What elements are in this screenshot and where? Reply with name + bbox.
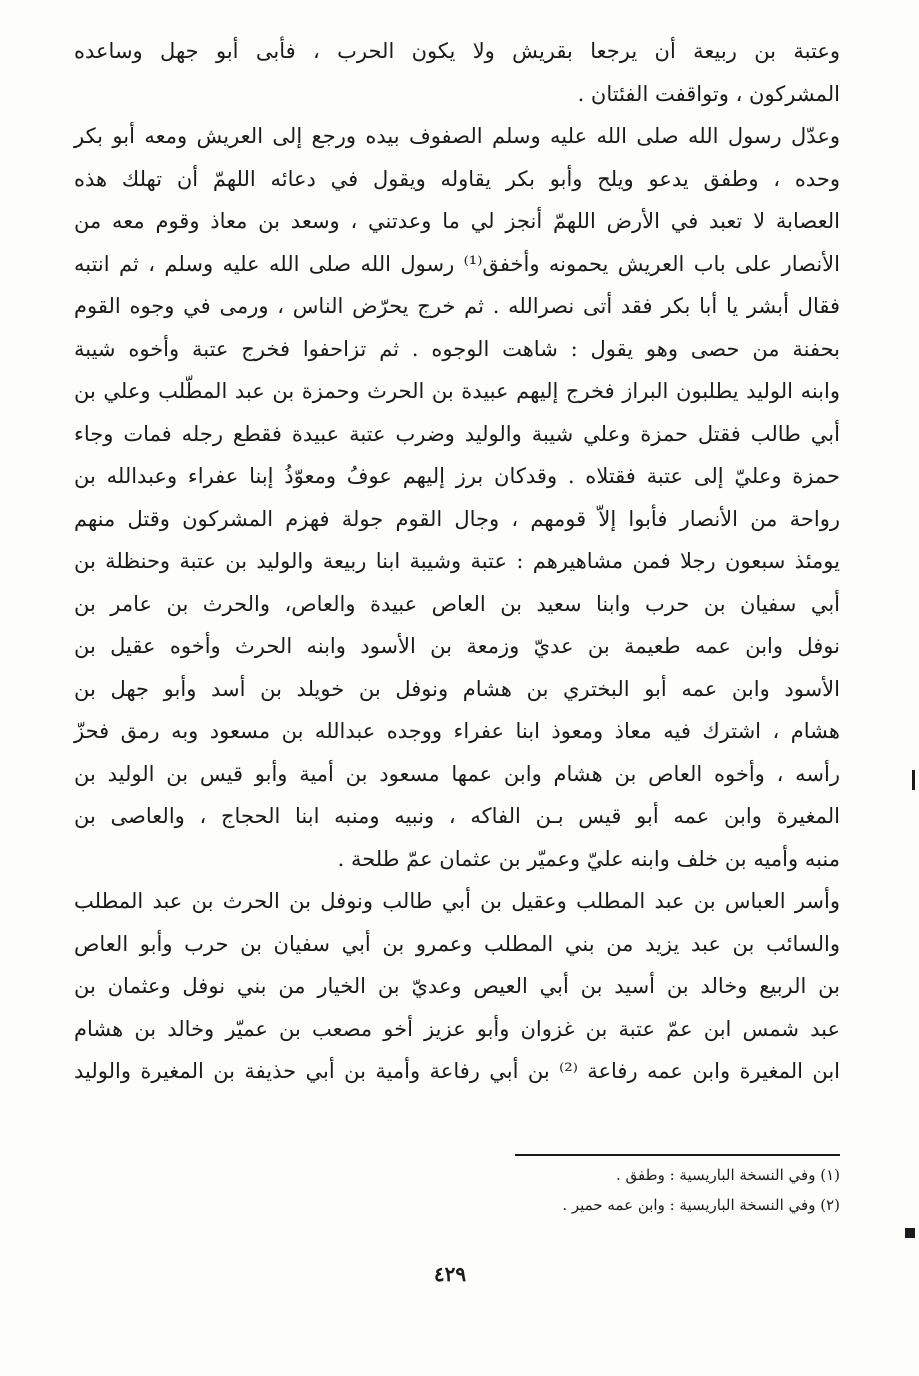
text-line-8: بحفنة من حصى وهو يقول : شاهت الوجوه . ثم تزاحفوا فخرج عتبة وأخوه شيبة xyxy=(74,336,840,361)
page-number: ٤٢٩ xyxy=(433,1262,467,1286)
text-line-13: يومئذ سبعون رجلا فمن مشاهيرهم : عتبة وشيبة ابنا ربيعة والوليد بن عتبة وحنظلة بن xyxy=(74,549,840,573)
text-line-10: أبي طالب فقتل حمزة وعلي شيبة والوليد وضرب عتبة عبيدة فقطع رجله فمات وجاء xyxy=(74,421,840,446)
text-line-5: العصابة لا تعبد في الأرض اللهمّ أنجز لي ما وعدتني ، وسعد بن معاذ وقوم معه من xyxy=(74,209,840,233)
text-line-1: وعتبة بن ربيعة أن يرجعا بقريش ولا يكون الحرب ، فأبى أبو جهل وساعده xyxy=(74,39,840,63)
text-line-7: فقال أبشر يا أبا بكر فقد أتى نصرالله . ثم خرج يحرّض الناس ، ورمى في وجوه القوم xyxy=(74,294,841,318)
text-line-16: الأسود وابن عمه أبو البختري بن هشام ونوفل بن خويلد بن أسد وأبو جهل بن xyxy=(74,676,840,701)
text-line-3: وعدّل رسول الله صلى الله عليه وسلم الصفوف بيده ورجع إلى العريش ومعه أبو بكر xyxy=(74,124,840,148)
footnote-1: (١) وفي النسخة الباريسية : وطفق . xyxy=(616,1166,840,1184)
text-line-24: عبد شمس ابن عمّ عتبة بن غزوان وأبو عزيز أخو مصعب بن عميّر وخالد بن هشام xyxy=(74,1016,840,1041)
text-line-20: منبه وأميه بن خلف وابنه عليّ وعميّر بن عثمان عمّ طلحة . xyxy=(337,846,840,871)
text-line-25: ابن المغيرة وابن عمه رفاعة ⁽²⁾ بن أبي رفاعة وأمية بن أبي حذيفة بن المغيرة والوليد xyxy=(74,1059,840,1083)
text-line-21: وأسر العباس بن عبد المطلب وعقيل بن أبي طالب ونوفل بن الحرث بن عبد المطلب xyxy=(74,889,840,913)
text-line-2: المشركون ، وتواقفت الفئتان . xyxy=(577,81,840,106)
text-line-19: المغيرة وابن عمه أبو قيس بـن الفاكه ، ونبيه ومنبه ابنا الحجاج ، والعاصى بن xyxy=(74,804,840,828)
text-line-14: أبي سفيان بن حرب وابنا سعيد بن العاص عبيدة والعاص، والحرث بن عامر بن xyxy=(74,591,840,616)
text-line-23: بن الربيع وخالد بن أسيد بن أبي العيص وعديّ بن الخيار من بني نوفل وعثمان بن xyxy=(74,974,840,998)
text-line-6: الأنصار على باب العريش يحمونه وأخفق⁽¹⁾ رسول الله صلى الله عليه وسلم ، ثم انتبه xyxy=(74,251,840,276)
text-line-4: وحده ، وطفق يدعو ويلح وأبو بكر يقاوله ويقول في دعائه اللهمّ أن تهلك هذه xyxy=(74,166,840,191)
text-line-12: رواحة من الأنصار فأبوا إلاّ قومهم ، وجال القوم جولة فهزم المشركون وقتل منهم xyxy=(74,506,840,531)
text-line-22: والسائب بن عبد يزيد من بني المطلب وعمرو بن أبي سفيان بن حرب وأبو العاص xyxy=(74,931,840,956)
scan-edge-tick xyxy=(912,770,915,790)
main-text xyxy=(74,30,840,1093)
text-line-15: نوفل وابن عمه طعيمة بن عديّ وزمعة بن الأسود وابنه الحرث وأخوه عقيل بن xyxy=(74,634,840,658)
text-line-17: هشام ، اشترك فيه معاذ ومعوذ ابنا عفراء ووجده عبدالله بن مسعود وبه رمق فحزّ xyxy=(74,719,840,743)
text-line-11: حمزة وعليّ إلى عتبة فقتلاه . وقدكان برز إليهم عوفُ ومعوّذُ إبنا عفراء وعبدالله بن xyxy=(74,464,840,488)
footnote-separator xyxy=(515,1154,840,1156)
footnote-2: (٢) وفي النسخة الباريسية : وابن عمه حمير . xyxy=(562,1196,840,1214)
scan-edge-mark xyxy=(905,1228,915,1238)
footnotes xyxy=(400,1160,840,1220)
text-line-18: رأسه ، وأخوه العاص بن هشام وابن عمها مسعود بن أمية وأبو قيس بن الوليد بن xyxy=(74,761,840,786)
text-line-9: وابنه الوليد يطلبون البراز فخرج إليهم عبيدة بن الحرث وحمزة بن عبد المطّلب وعلي بن xyxy=(74,379,840,403)
